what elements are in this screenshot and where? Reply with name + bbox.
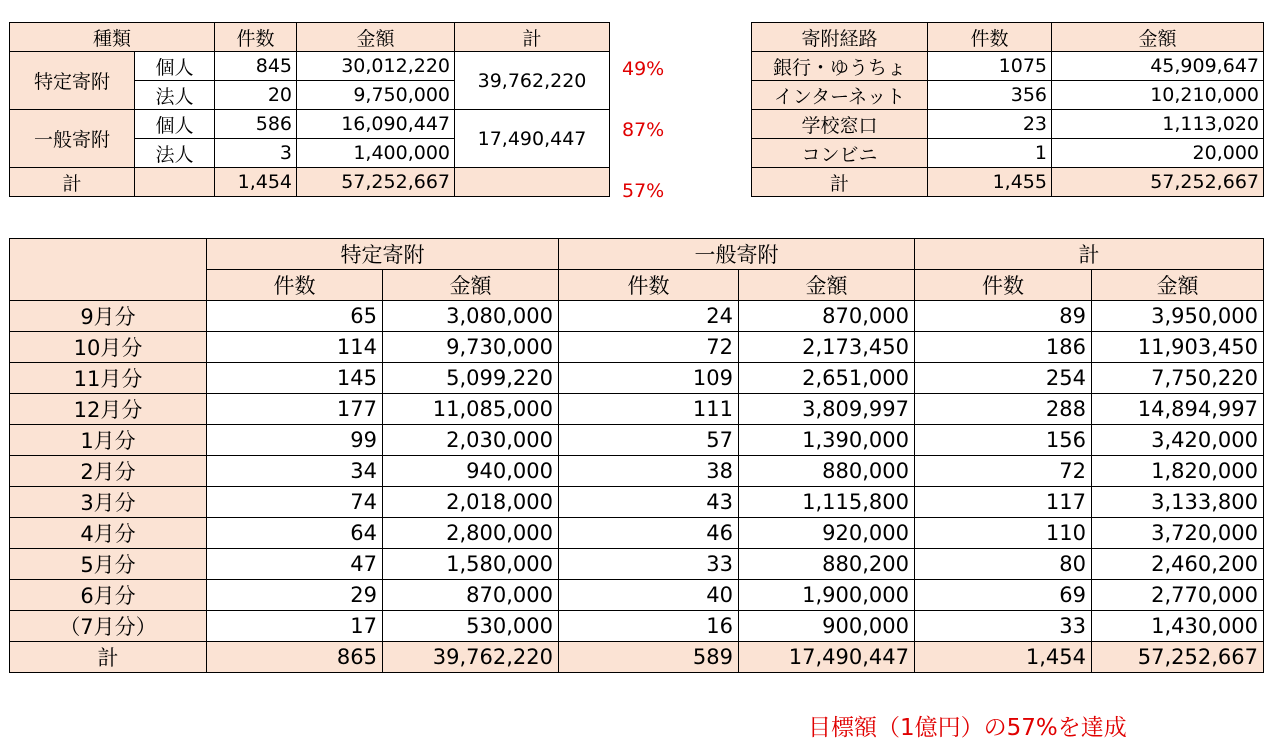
amount-cell: 3,080,000 bbox=[383, 301, 559, 332]
count-cell: 72 bbox=[559, 332, 739, 363]
count-cell: 34 bbox=[207, 456, 383, 487]
summary-sub-label: 法人 bbox=[135, 139, 215, 168]
route-count: 23 bbox=[928, 110, 1052, 139]
amount-cell: 11,903,450 bbox=[1092, 332, 1264, 363]
count-cell: 33 bbox=[915, 611, 1092, 642]
month-label: 2月分 bbox=[10, 456, 207, 487]
amount-cell: 880,200 bbox=[739, 549, 915, 580]
amount-cell: 3,950,000 bbox=[1092, 301, 1264, 332]
table-row bbox=[10, 332, 1264, 363]
route-header-amount: 金額 bbox=[1052, 23, 1264, 52]
table-row bbox=[752, 52, 1264, 81]
summary-amount-cell: 1,400,000 bbox=[297, 139, 455, 168]
route-total-count: 1,455 bbox=[928, 168, 1052, 197]
amount-cell: 2,030,000 bbox=[383, 425, 559, 456]
count-cell: 110 bbox=[915, 518, 1092, 549]
summary-header-count: 件数 bbox=[215, 23, 297, 52]
monthly-group-specific: 特定寄附 bbox=[207, 239, 559, 270]
summary-total-count: 1,454 bbox=[215, 168, 297, 197]
monthly-corner-cell bbox=[10, 239, 207, 301]
monthly-group-total: 計 bbox=[915, 239, 1264, 270]
table-row bbox=[10, 456, 1264, 487]
table-row bbox=[10, 549, 1264, 580]
month-label: 1月分 bbox=[10, 425, 207, 456]
summary-amount-cell: 16,090,447 bbox=[297, 110, 455, 139]
count-cell: 177 bbox=[207, 394, 383, 425]
monthly-subheader-count: 件数 bbox=[207, 270, 383, 301]
amount-cell: 1,115,800 bbox=[739, 487, 915, 518]
summary-sub-label: 個人 bbox=[135, 52, 215, 81]
table-row bbox=[10, 110, 610, 139]
amount-cell: 3,720,000 bbox=[1092, 518, 1264, 549]
summary-total-empty bbox=[135, 168, 215, 197]
route-header-count: 件数 bbox=[928, 23, 1052, 52]
month-label: 11月分 bbox=[10, 363, 207, 394]
table-row bbox=[10, 611, 1264, 642]
count-cell: 33 bbox=[559, 549, 739, 580]
summary-header-amount: 金額 bbox=[297, 23, 455, 52]
summary-total-amount: 57,252,667 bbox=[297, 168, 455, 197]
count-cell: 57 bbox=[559, 425, 739, 456]
monthly-group-header-row bbox=[10, 239, 1264, 270]
monthly-subheader-count: 件数 bbox=[559, 270, 739, 301]
count-cell: 40 bbox=[559, 580, 739, 611]
amount-cell: 940,000 bbox=[383, 456, 559, 487]
amount-cell: 1,580,000 bbox=[383, 549, 559, 580]
table-row bbox=[10, 394, 1264, 425]
amount-cell: 2,018,000 bbox=[383, 487, 559, 518]
count-cell: 65 bbox=[207, 301, 383, 332]
summary-header-type: 種類 bbox=[10, 23, 215, 52]
count-cell: 16 bbox=[559, 611, 739, 642]
summary-count-cell: 586 bbox=[215, 110, 297, 139]
count-cell: 117 bbox=[915, 487, 1092, 518]
table-row bbox=[752, 81, 1264, 110]
monthly-subheader-count: 件数 bbox=[915, 270, 1092, 301]
monthly-donation-table bbox=[9, 238, 1264, 673]
amount-cell: 1,390,000 bbox=[739, 425, 915, 456]
donation-type-summary-table bbox=[9, 22, 610, 197]
route-amount: 20,000 bbox=[1052, 139, 1264, 168]
route-count: 1075 bbox=[928, 52, 1052, 81]
count-cell: 1,454 bbox=[915, 642, 1092, 673]
goal-achievement-note: 目標額（1億円）の57%を達成 bbox=[808, 715, 1127, 741]
count-cell: 89 bbox=[915, 301, 1092, 332]
summary-amount-cell: 30,012,220 bbox=[297, 52, 455, 81]
count-cell: 145 bbox=[207, 363, 383, 394]
count-cell: 69 bbox=[915, 580, 1092, 611]
count-cell: 43 bbox=[559, 487, 739, 518]
table-row bbox=[752, 139, 1264, 168]
amount-cell: 900,000 bbox=[739, 611, 915, 642]
amount-cell: 2,173,450 bbox=[739, 332, 915, 363]
amount-cell: 14,894,997 bbox=[1092, 394, 1264, 425]
summary-total-cell: 39,762,220 bbox=[455, 52, 610, 110]
count-cell: 99 bbox=[207, 425, 383, 456]
summary-count-cell: 20 bbox=[215, 81, 297, 110]
route-label: 学校窓口 bbox=[752, 110, 928, 139]
month-label: 3月分 bbox=[10, 487, 207, 518]
amount-cell: 870,000 bbox=[383, 580, 559, 611]
table-row bbox=[10, 580, 1264, 611]
amount-cell: 57,252,667 bbox=[1092, 642, 1264, 673]
amount-cell: 39,762,220 bbox=[383, 642, 559, 673]
count-cell: 865 bbox=[207, 642, 383, 673]
table-row bbox=[10, 52, 610, 81]
month-label: 9月分 bbox=[10, 301, 207, 332]
amount-cell: 2,800,000 bbox=[383, 518, 559, 549]
count-cell: 29 bbox=[207, 580, 383, 611]
route-count: 356 bbox=[928, 81, 1052, 110]
route-amount: 10,210,000 bbox=[1052, 81, 1264, 110]
summary-total-cell: 17,490,447 bbox=[455, 110, 610, 168]
route-label: コンビニ bbox=[752, 139, 928, 168]
amount-cell: 2,460,200 bbox=[1092, 549, 1264, 580]
summary-total-row bbox=[10, 168, 610, 197]
summary-header-total: 計 bbox=[455, 23, 610, 52]
count-cell: 74 bbox=[207, 487, 383, 518]
route-count: 1 bbox=[928, 139, 1052, 168]
route-amount: 1,113,020 bbox=[1052, 110, 1264, 139]
route-total-amount: 57,252,667 bbox=[1052, 168, 1264, 197]
summary-sub-label: 法人 bbox=[135, 81, 215, 110]
monthly-group-general: 一般寄附 bbox=[559, 239, 915, 270]
amount-cell: 920,000 bbox=[739, 518, 915, 549]
amount-cell: 5,099,220 bbox=[383, 363, 559, 394]
count-cell: 589 bbox=[559, 642, 739, 673]
count-cell: 109 bbox=[559, 363, 739, 394]
count-cell: 38 bbox=[559, 456, 739, 487]
amount-cell: 880,000 bbox=[739, 456, 915, 487]
count-cell: 156 bbox=[915, 425, 1092, 456]
amount-cell: 1,900,000 bbox=[739, 580, 915, 611]
percent-general: 87% bbox=[622, 119, 665, 141]
amount-cell: 3,133,800 bbox=[1092, 487, 1264, 518]
table-row bbox=[10, 363, 1264, 394]
month-label: 6月分 bbox=[10, 580, 207, 611]
amount-cell: 2,770,000 bbox=[1092, 580, 1264, 611]
route-total-label: 計 bbox=[752, 168, 928, 197]
count-cell: 64 bbox=[207, 518, 383, 549]
month-label: （7月分） bbox=[10, 611, 207, 642]
route-header-route: 寄附経路 bbox=[752, 23, 928, 52]
summary-total-label: 計 bbox=[10, 168, 135, 197]
count-cell: 254 bbox=[915, 363, 1092, 394]
count-cell: 114 bbox=[207, 332, 383, 363]
month-label: 5月分 bbox=[10, 549, 207, 580]
amount-cell: 3,809,997 bbox=[739, 394, 915, 425]
count-cell: 186 bbox=[915, 332, 1092, 363]
monthly-subheader-amount: 金額 bbox=[383, 270, 559, 301]
amount-cell: 17,490,447 bbox=[739, 642, 915, 673]
amount-cell: 3,420,000 bbox=[1092, 425, 1264, 456]
route-header-row bbox=[752, 23, 1264, 52]
count-cell: 72 bbox=[915, 456, 1092, 487]
table-row bbox=[10, 301, 1264, 332]
percent-total: 57% bbox=[622, 180, 665, 202]
count-cell: 47 bbox=[207, 549, 383, 580]
route-label: インターネット bbox=[752, 81, 928, 110]
summary-count-cell: 845 bbox=[215, 52, 297, 81]
count-cell: 17 bbox=[207, 611, 383, 642]
table-row bbox=[10, 425, 1264, 456]
count-cell: 111 bbox=[559, 394, 739, 425]
month-label: 計 bbox=[10, 642, 207, 673]
count-cell: 24 bbox=[559, 301, 739, 332]
route-total-row bbox=[752, 168, 1264, 197]
donation-route-table bbox=[751, 22, 1264, 197]
summary-group-label: 一般寄附 bbox=[10, 110, 135, 168]
month-label: 12月分 bbox=[10, 394, 207, 425]
table-row bbox=[10, 487, 1264, 518]
summary-sub-label: 個人 bbox=[135, 110, 215, 139]
route-label: 銀行・ゆうちょ bbox=[752, 52, 928, 81]
amount-cell: 7,750,220 bbox=[1092, 363, 1264, 394]
amount-cell: 870,000 bbox=[739, 301, 915, 332]
route-amount: 45,909,647 bbox=[1052, 52, 1264, 81]
count-cell: 288 bbox=[915, 394, 1092, 425]
month-label: 4月分 bbox=[10, 518, 207, 549]
summary-total-blank bbox=[455, 168, 610, 197]
table-row bbox=[752, 110, 1264, 139]
amount-cell: 2,651,000 bbox=[739, 363, 915, 394]
table-row bbox=[10, 518, 1264, 549]
monthly-table-body bbox=[10, 301, 1264, 673]
amount-cell: 530,000 bbox=[383, 611, 559, 642]
monthly-subheader-amount: 金額 bbox=[1092, 270, 1264, 301]
monthly-total-row bbox=[10, 642, 1264, 673]
amount-cell: 1,430,000 bbox=[1092, 611, 1264, 642]
summary-amount-cell: 9,750,000 bbox=[297, 81, 455, 110]
summary-count-cell: 3 bbox=[215, 139, 297, 168]
amount-cell: 1,820,000 bbox=[1092, 456, 1264, 487]
count-cell: 80 bbox=[915, 549, 1092, 580]
percent-specific: 49% bbox=[622, 58, 665, 80]
monthly-subheader-amount: 金額 bbox=[739, 270, 915, 301]
summary-header-row bbox=[10, 23, 610, 52]
amount-cell: 11,085,000 bbox=[383, 394, 559, 425]
amount-cell: 9,730,000 bbox=[383, 332, 559, 363]
month-label: 10月分 bbox=[10, 332, 207, 363]
count-cell: 46 bbox=[559, 518, 739, 549]
summary-group-label: 特定寄附 bbox=[10, 52, 135, 110]
